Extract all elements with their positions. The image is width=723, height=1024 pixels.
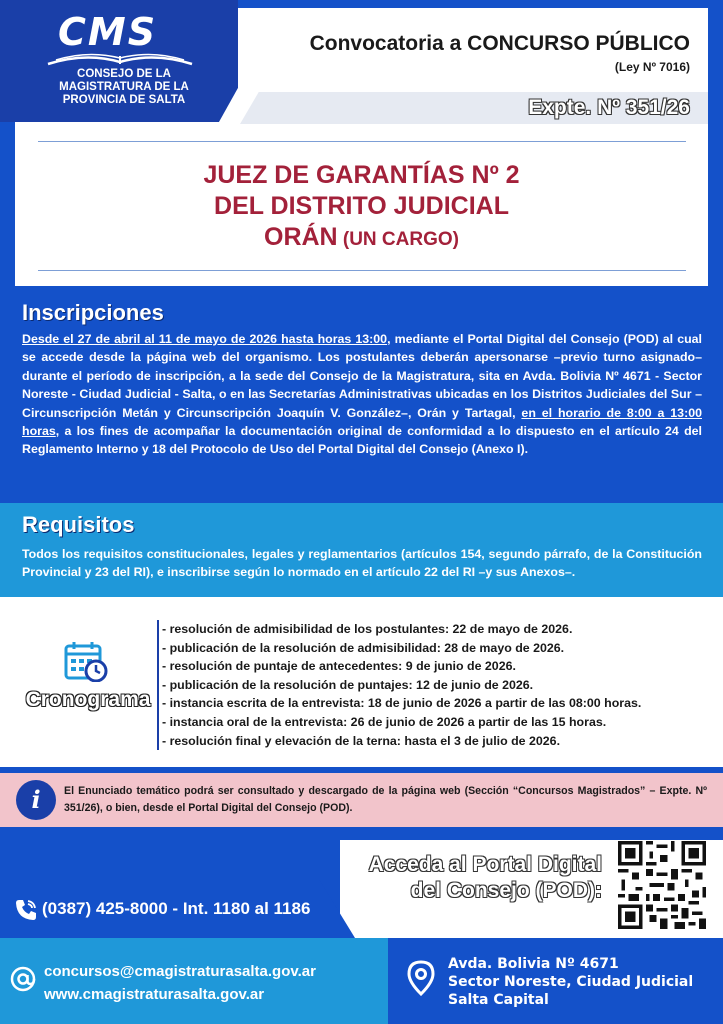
cronograma-item: - instancia oral de la entrevista: 26 de junio de 2026 a partir de las 15 horas. [162,714,607,729]
cronograma-label: Cronograma [25,688,151,711]
expediente-number: Expte. Nº 351/26 [528,96,690,119]
inscripciones-text [22,330,702,459]
portal-line-2: del Consejo (POD): [410,879,602,902]
email-link[interactable]: concursos@cmagistraturasalta.gov.ar [44,963,316,980]
logo-line-2: MAGISTRATURA DE LA [59,81,189,93]
calendar-clock-icon [64,640,108,682]
contact-text [44,960,384,1006]
logo-acronym: CMS [58,10,158,54]
position-title [80,160,643,255]
address-line-1: Avda. Bolivia Nº 4671 [448,956,619,972]
inscripciones-body-2: , a los fines de acompañar la documentación original de conformidad a lo dispuesto en el artículo 24 del Reglamento Interno y 18 del Protocolo de Uso del Portal Digital del Consejo (Anexo I). [22,424,702,457]
inscripciones-title: Inscripciones [22,300,164,325]
info-icon: i [16,780,56,820]
position-line-3 [80,222,643,255]
portal-line-1: Acceda al Portal Digital [368,853,602,876]
address-text [448,955,720,1009]
cronograma-item: - resolución final y elevación de la terna: hasta el 3 de julio de 2026. [162,733,561,748]
requisitos-text: Todos los requisitos constitucionales, legales y reglamentarios (artículos 154, segundo párrafo, de la Constitución Provincial y 23 del RI), e inscribirse según lo normado en el artículo 22 del RI –y sus Anexos–. [22,547,702,580]
address-line-3: Salta Capital [448,992,549,1008]
position-line-2: DEL DISTRITO JUDICIAL [214,192,509,220]
web-link[interactable]: www.cmagistraturasalta.gov.ar [44,986,265,1003]
cronograma-item: - resolución de admisibilidad de los postulantes: 22 de mayo de 2026. [162,622,573,636]
cronograma-item: - instancia escrita de la entrevista: 18 de junio de 2026 a partir de las 08:00 horas. [162,696,642,711]
phone-number[interactable]: (0387) 425-8000 - Int. 1180 al 1186 [42,899,311,918]
requisitos-title: Requisitos [22,512,135,537]
divider-top [38,141,686,142]
location-pin-icon [406,960,436,998]
logo-line-3: PROVINCIA DE SALTA [62,94,186,106]
portal-text [330,852,602,904]
inscripciones-dates: Desde el 27 de abril al 11 de mayo de 2026 hasta horas 13:00 [22,332,388,346]
address-line-2: Sector Noreste, Ciudad Judicial [448,974,694,990]
phone-icon [14,898,38,922]
inscripciones-hours: en el horario de 8:00 a 13:00 horas [22,405,702,439]
info-text: El Enunciado temático podrá ser consultado y descargado de la página web (Sección “Concursos Magistrados” – Expte. Nº 351/26), o bien, desde el Portal Digital del Consejo (POD). [64,785,707,814]
cronograma-item: - resolución de puntaje de antecedentes: 9 de junio de 2026. [162,659,516,674]
position-line-1: JUEZ DE GARANTÍAS Nº 2 [203,161,520,189]
ley-reference: (Ley Nº 7016) [614,60,690,74]
logo-subtitle [24,68,224,107]
cronograma-list [162,620,702,750]
logo-line-1: CONSEJO DE LA [77,68,171,80]
position-count: (UN CARGO) [337,229,459,250]
convocatoria-title: Convocatoria a CONCURSO PÚBLICO [309,32,690,55]
position-city: ORÁN [264,223,338,251]
inscripciones-body-1: , mediante el Portal Digital del Consejo (POD) al cual se accede desde la página web del organismo. Los postulantes deberán apersonarse –previo turno asignado– durante el período de inscripción, a la sede del Consejo de la Magistratura, sita en Avda. Bolivia Nº 4671 - Sector Noreste - Ciudad Judicial - Salta, o en las Secretarías Administrativas ubicadas en los Distritos Judiciales del Sur –Circunscripción Metán y Circunscripción Joaquín V. González–, Orán y Tartagal, [22,332,702,420]
divider-bottom [38,270,686,271]
cronograma-rule [157,620,159,750]
at-icon [10,966,36,992]
qr-code[interactable] [618,841,706,929]
cronograma-item: - publicación de la resolución de admisibilidad: 28 de mayo de 2026. [162,640,565,655]
cronograma-item: - publicación de la resolución de puntajes: 12 de junio de 2026. [162,677,534,692]
open-book-icon [46,50,194,66]
